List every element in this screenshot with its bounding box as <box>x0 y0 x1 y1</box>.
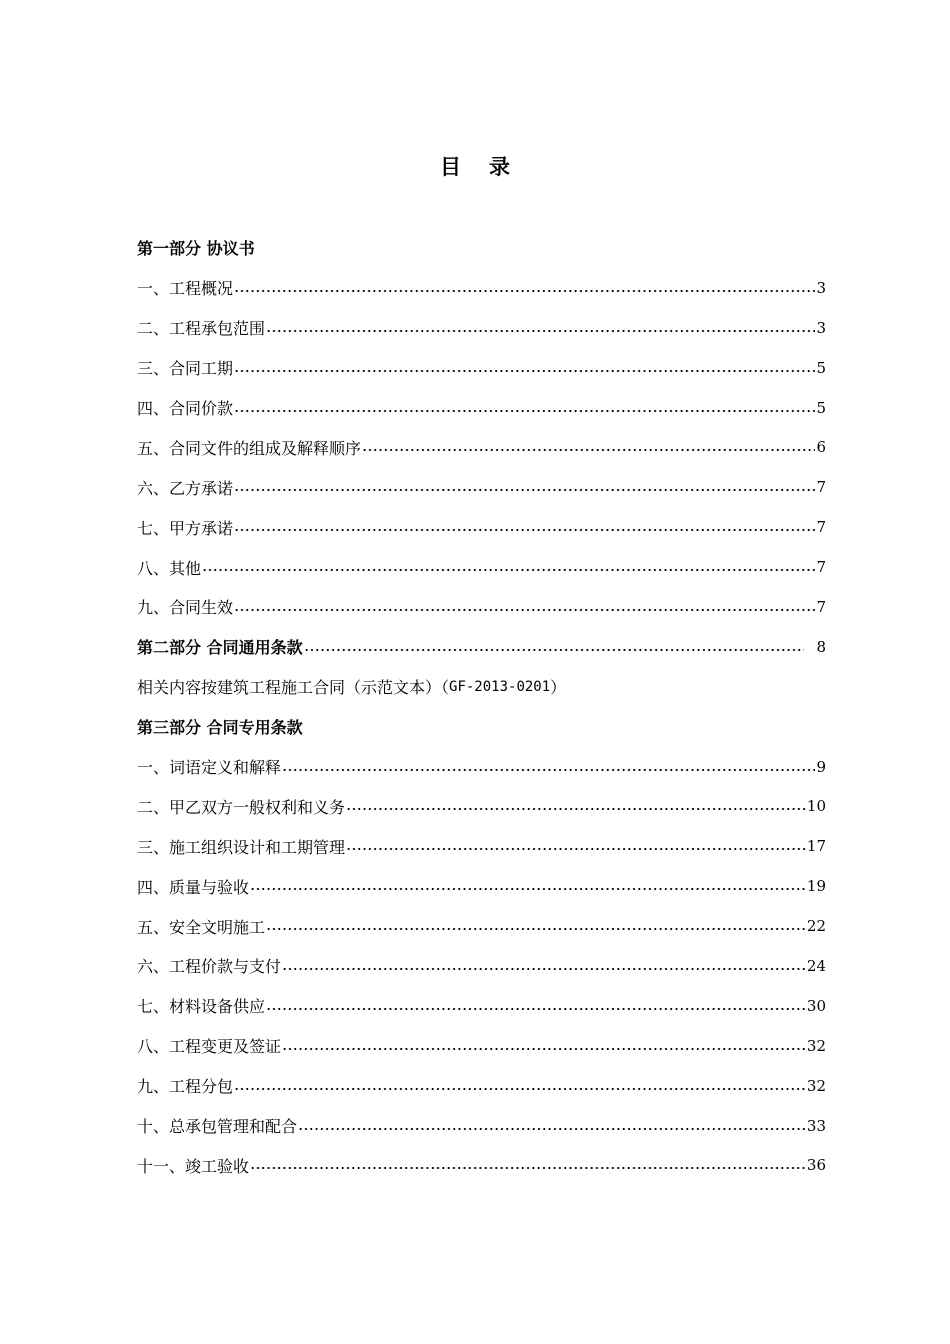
toc-entry[interactable] <box>137 467 826 507</box>
dot-leader <box>266 319 815 337</box>
toc-note-prefix: 相关内容按建筑工程施工合同（示范文本）（ <box>137 678 450 698</box>
toc-entry-label: 五、安全文明施工 <box>137 917 266 937</box>
toc-entry-label: 七、材料设备供应 <box>137 997 266 1017</box>
toc-section-heading-part3[interactable] <box>137 707 826 747</box>
toc-entry-label: 五、合同文件的组成及解释顺序 <box>137 438 362 458</box>
toc-entry-label: 六、工程价款与支付 <box>137 957 282 977</box>
dot-leader <box>362 438 815 456</box>
dot-leader <box>250 877 806 895</box>
toc-page-number: 8 <box>816 637 826 656</box>
toc-entry[interactable] <box>137 388 826 428</box>
toc-page-number: 32 <box>806 1036 826 1055</box>
toc-entry-label: 十一、竣工验收 <box>137 1156 250 1176</box>
toc-page-number: 33 <box>806 1116 826 1135</box>
toc-page-number: 5 <box>816 358 826 377</box>
toc-entry-label: 十、总承包管理和配合 <box>137 1117 298 1137</box>
dot-leader <box>234 1077 806 1095</box>
toc-entry-label: 四、合同价款 <box>137 399 234 418</box>
toc-entry[interactable] <box>137 1026 826 1066</box>
toc-entry[interactable] <box>137 1066 826 1106</box>
toc-entry-label: 一、词语定义和解释 <box>137 758 282 778</box>
toc-entry-label: 七、甲方承诺 <box>137 518 234 538</box>
toc-page-number: 10 <box>806 797 826 816</box>
toc-note-suffix: ） <box>550 678 567 698</box>
dot-leader <box>250 1156 806 1174</box>
toc-entry[interactable] <box>137 1145 826 1185</box>
toc-section-heading-part2[interactable] <box>137 627 826 667</box>
table-of-contents <box>137 228 826 1185</box>
toc-entry[interactable] <box>137 946 826 986</box>
dot-leader <box>282 758 815 776</box>
toc-section-heading-part1[interactable] <box>137 228 826 268</box>
toc-entry-label: 四、质量与验收 <box>137 877 250 897</box>
dot-leader <box>234 518 815 536</box>
toc-entry[interactable] <box>137 986 826 1026</box>
toc-entry[interactable] <box>137 587 826 627</box>
dot-leader <box>266 997 806 1015</box>
dot-leader <box>282 1037 806 1055</box>
toc-entry-label: 九、工程分包 <box>137 1077 234 1097</box>
dot-leader <box>234 598 815 616</box>
toc-heading-label: 第一部分 协议书 <box>137 239 255 259</box>
dot-leader <box>202 558 815 576</box>
toc-page-number: 30 <box>806 996 826 1015</box>
toc-entry[interactable] <box>137 826 826 866</box>
toc-entry[interactable] <box>137 308 826 348</box>
toc-page-number: 19 <box>806 877 826 896</box>
dot-leader <box>282 957 806 975</box>
toc-heading-label: 第三部分 合同专用条款 <box>137 718 303 738</box>
toc-page-number: 3 <box>816 278 826 297</box>
toc-page-number: 24 <box>806 956 826 975</box>
toc-page-number: 7 <box>816 518 826 537</box>
toc-note <box>137 667 826 707</box>
dot-leader <box>304 638 805 656</box>
toc-entry-label: 二、甲乙双方一般权利和义务 <box>137 797 346 817</box>
toc-page-number: 7 <box>816 597 826 616</box>
toc-entry-label: 八、工程变更及签证 <box>137 1037 282 1057</box>
toc-note-code: GF-2013-0201 <box>449 678 551 695</box>
dot-leader <box>346 797 806 815</box>
dot-leader <box>266 917 806 935</box>
toc-entry[interactable] <box>137 866 826 906</box>
toc-entry[interactable] <box>137 507 826 547</box>
toc-entry-label: 二、工程承包范围 <box>137 319 266 339</box>
page-title: 目录 <box>440 154 538 179</box>
toc-entry-label: 八、其他 <box>137 558 202 578</box>
toc-page-number: 7 <box>816 478 826 497</box>
dot-leader <box>234 478 815 496</box>
toc-entry[interactable] <box>137 427 826 467</box>
toc-entry-label: 三、施工组织设计和工期管理 <box>137 837 346 857</box>
toc-page-number: 36 <box>806 1156 826 1175</box>
toc-page-number: 22 <box>806 917 826 936</box>
toc-page-number: 3 <box>816 318 826 337</box>
toc-entry[interactable] <box>137 1106 826 1146</box>
toc-page-number: 32 <box>806 1076 826 1095</box>
toc-entry-label: 三、合同工期 <box>137 359 234 379</box>
toc-entry-label: 六、乙方承诺 <box>137 478 234 498</box>
dot-leader <box>346 837 806 855</box>
dot-leader <box>234 399 815 417</box>
toc-page-number: 9 <box>816 757 826 776</box>
toc-entry-label: 一、工程概况 <box>137 279 234 299</box>
dot-leader <box>234 279 815 297</box>
toc-entry[interactable] <box>137 348 826 388</box>
toc-entry[interactable] <box>137 747 826 787</box>
toc-page-number: 7 <box>816 558 826 577</box>
toc-page-number: 5 <box>816 398 826 417</box>
toc-entry[interactable] <box>137 786 826 826</box>
toc-heading-label: 第二部分 合同通用条款 <box>137 638 303 658</box>
toc-entry[interactable] <box>137 268 826 308</box>
toc-page-number: 6 <box>816 438 826 457</box>
dot-leader <box>298 1117 806 1135</box>
dot-leader <box>234 359 815 377</box>
toc-entry[interactable] <box>137 547 826 587</box>
toc-page-number: 17 <box>806 837 826 856</box>
toc-entry-label: 九、合同生效 <box>137 598 234 618</box>
toc-entry[interactable] <box>137 906 826 946</box>
